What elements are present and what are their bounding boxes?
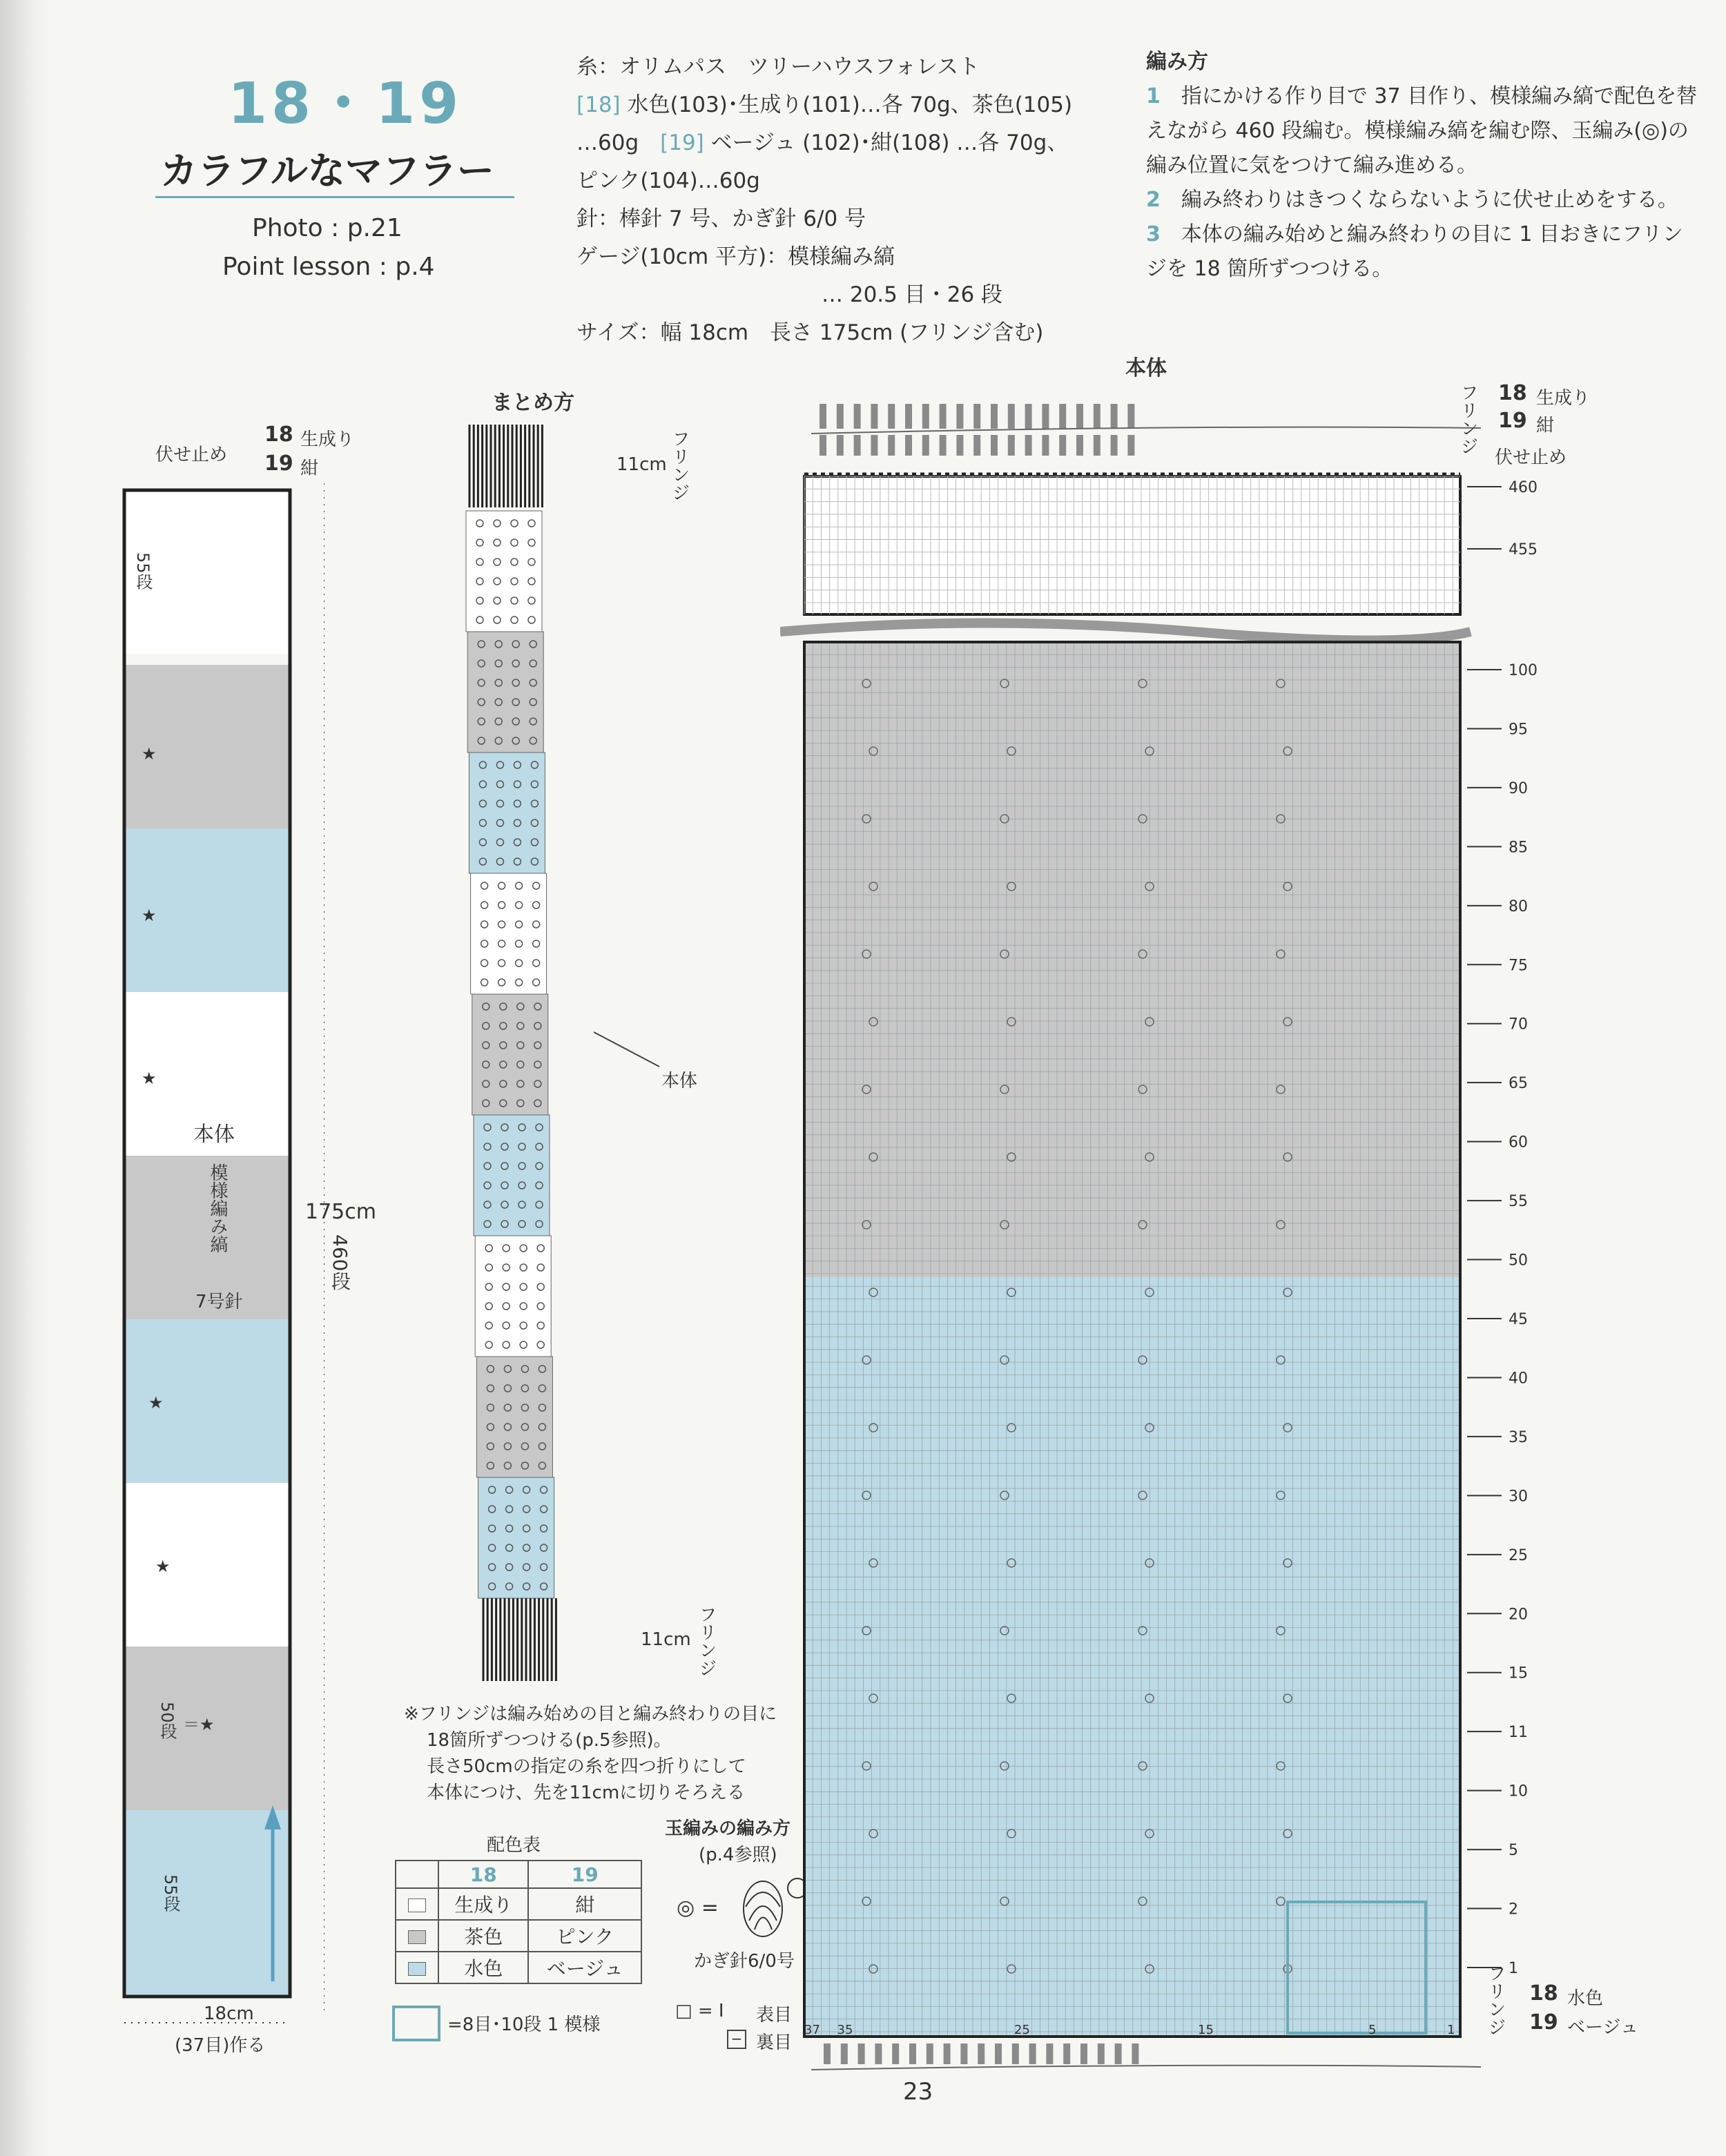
repeat-box-icon: [392, 2006, 440, 2041]
chart-bottom-19: 19: [1529, 2010, 1558, 2034]
assembly-stripe: [472, 994, 548, 1115]
row-number: 10: [1509, 1783, 1528, 1800]
fringe-tassel: [824, 2043, 831, 2064]
fringe-tassel: [1063, 2043, 1070, 2064]
left-body-label: 本体: [193, 1123, 235, 1147]
fringe-tassel: [995, 2043, 1002, 2064]
column-label: 25: [1014, 2023, 1030, 2037]
star-marker: ★: [148, 1393, 164, 1412]
color-19: ピンク: [528, 1920, 641, 1952]
row-number: 95: [1509, 721, 1528, 739]
star-marker: ★: [142, 744, 157, 764]
column-label: 15: [1198, 2023, 1214, 2037]
row-number: 1: [1509, 1960, 1518, 1977]
color-row: [396, 1920, 641, 1952]
bobble-ref: (p.4参照): [699, 1845, 777, 1865]
row-number: 25: [1509, 1546, 1528, 1564]
col-19-header: 19: [528, 1861, 641, 1888]
fringe-tassel: [940, 404, 947, 429]
fringe-tassel: [1042, 404, 1049, 429]
fringe-note-3: 長さ50cmの指定の糸を四つ折りにして: [427, 1756, 746, 1777]
gauge-line2: … 20.5 目・26 段: [822, 282, 1003, 307]
yarn-19-text: ベージュ (102)･紺(108) …各 70g、: [704, 130, 1069, 155]
step-number: 2: [1146, 188, 1161, 212]
bobble-hook: かぎ針6/0号: [694, 1951, 795, 1972]
row-number: 11: [1509, 1724, 1528, 1742]
fringe-tassel: [1042, 435, 1049, 456]
row-number: 2: [1509, 1901, 1518, 1919]
row-number: 45: [1509, 1311, 1528, 1328]
materials-block: [576, 48, 1129, 352]
fringe-tassel: [978, 2043, 985, 2064]
fringe-tassel: [922, 404, 929, 429]
fringe-tassel: [875, 2043, 882, 2064]
instruction-step-3: [1146, 217, 1698, 287]
fringe-tassel: [1059, 435, 1066, 456]
fringe-tassel: [905, 404, 912, 429]
left-cast-on: (37目)作る: [175, 2035, 266, 2056]
fringe-tassel: [1025, 404, 1032, 429]
fringe-tassel: [905, 435, 912, 456]
left-rows-total: 460段: [329, 1234, 351, 1291]
fringe-tassel: [837, 404, 844, 429]
fringe-tassel: [973, 404, 980, 429]
chart-bind-off: 伏せ止め: [1495, 447, 1567, 468]
fringe-tassel: [1076, 435, 1083, 456]
fringe-tassel: [1094, 404, 1100, 429]
pattern-title: カラフルなマフラー: [160, 149, 494, 193]
assembly-fringe-top-label: フリンジ: [669, 429, 690, 501]
row-number: 5: [1509, 1842, 1518, 1860]
fringe-tassel: [888, 435, 895, 456]
gauge-line: ゲージ(10cm 平方)：模様編み縞: [576, 244, 895, 269]
color-19: ベージュ: [528, 1952, 641, 1983]
bobble-title: 玉編みの編み方: [665, 1818, 791, 1839]
chart-top-18-color: 生成り: [1536, 388, 1591, 409]
color-row: [396, 1952, 641, 1983]
fringe-tassel: [940, 435, 947, 456]
column-label: 5: [1368, 2023, 1377, 2037]
fringe-tassel: [871, 404, 877, 429]
left-length: 175cm: [305, 1200, 376, 1224]
color-table-title: 配色表: [487, 1835, 541, 1856]
fringe-tassel: [837, 435, 844, 456]
chart-top-19: 19: [1498, 409, 1527, 433]
left-width: 18cm: [204, 2003, 254, 2024]
instructions-block: [1146, 45, 1698, 287]
column-label: 35: [837, 2023, 853, 2037]
instruction-step-2: [1146, 183, 1698, 217]
row-number: 90: [1509, 779, 1528, 797]
star-marker: ★: [142, 906, 157, 925]
color-19: 紺: [528, 1888, 641, 1920]
fringe-tassel: [854, 435, 861, 456]
fringe-tassel: [956, 435, 963, 456]
fringe-tassel: [858, 2043, 865, 2064]
fringe-tassel: [892, 2043, 899, 2064]
fringe-tassel: [1111, 435, 1118, 456]
row-number: 75: [1509, 957, 1528, 975]
top-fringe: [469, 425, 542, 507]
assembly-body-label: 本体: [661, 1071, 698, 1091]
color-table: [395, 1860, 642, 1984]
yarn-18-text: 水色(103)･生成り(101)…各 70g、茶色(105): [620, 93, 1073, 117]
swatch-gray: [408, 1930, 426, 1944]
assembly-fringe-top-length: 11cm: [617, 454, 667, 475]
bottom-fringe: [483, 1598, 556, 1681]
fringe-tassel: [927, 2043, 933, 2064]
row-number: 455: [1509, 541, 1538, 559]
chart-break: [780, 623, 1471, 641]
fringe-tassel: [854, 404, 861, 429]
yarn-18-19-line: [576, 124, 1129, 162]
step-text: 編み終わりはきつくならないように伏せ止めをする。: [1181, 188, 1678, 212]
yarn-19-label: [19]: [660, 130, 704, 155]
book-gutter-shadow: [0, 0, 48, 2156]
row-number: 20: [1509, 1606, 1528, 1624]
chart-top-fringe: [811, 404, 1481, 456]
fringe-tassel: [888, 404, 895, 429]
row-number: 40: [1509, 1370, 1528, 1388]
swatch-cell: [396, 1888, 438, 1920]
assembly-stripe: [476, 1357, 552, 1477]
repeat-legend: =8目･10段 1 模様: [447, 2014, 601, 2035]
row-number: 65: [1509, 1075, 1528, 1093]
purl-legend: 裏目: [756, 2032, 793, 2053]
left-top-19-color: 紺: [300, 458, 319, 479]
col-18-header: 18: [438, 1861, 528, 1888]
row-number: 80: [1509, 897, 1528, 915]
fringe-tassel: [909, 2043, 916, 2064]
assembly-fringe-bottom-length: 11cm: [641, 1629, 691, 1650]
chart-bottom-fringe-label: フリンジ: [1485, 1964, 1506, 2036]
chart-bottom-18: 18: [1529, 1981, 1558, 2006]
assembly-stripe: [471, 873, 547, 994]
blue-section: [804, 1277, 1460, 2037]
fringe-tassel: [1127, 435, 1134, 456]
color-18: 水色: [438, 1952, 528, 1983]
row-number: 100: [1509, 662, 1538, 679]
assembly-stripe: [475, 1236, 551, 1357]
left-rows-55-bottom: 55段: [161, 1874, 180, 1912]
row-arrows: [1467, 479, 1538, 1977]
color-row: [396, 1888, 641, 1920]
yarn-18-label: [18]: [576, 93, 621, 117]
yarn-18-line: [576, 86, 1129, 124]
chart-bottom-18-color: 水色: [1567, 1988, 1604, 2009]
row-number: 30: [1509, 1488, 1528, 1506]
swatch-header: [396, 1861, 438, 1888]
fringe-tassel: [973, 435, 980, 456]
row-number: 460: [1509, 479, 1538, 496]
assembly-fringe-bottom-label: フリンジ: [696, 1605, 717, 1677]
fringe-tassel: [1132, 2043, 1138, 2064]
yarn-18-text2: …60g: [576, 130, 639, 155]
chart-top-block: [780, 474, 1471, 641]
title-underline: [155, 196, 514, 198]
assembly-stripe: [478, 1477, 554, 1598]
left-top-19: 19: [264, 451, 293, 476]
column-label: 1: [1447, 2023, 1455, 2037]
fringe-tassel: [1008, 435, 1015, 456]
swatch-blue: [408, 1962, 426, 1976]
assembly-stripe: [466, 511, 542, 632]
row-number: 50: [1509, 1252, 1528, 1270]
purl-symbol-icon: −: [727, 2030, 746, 2049]
swatch-cell: [396, 1952, 438, 1983]
chart-bottom-19-color: ベージュ: [1567, 2017, 1638, 2038]
gray-section: [804, 642, 1460, 1277]
instruction-step-1: [1146, 79, 1698, 183]
fringe-tassel: [922, 435, 929, 456]
fringe-tassel: [841, 2043, 848, 2064]
step-text: 指にかける作り目で 37 目作り、模様編み縞で配色を替えながら 460 段編む。模様編み縞を編む際、玉編み(◎)の編み位置に気をつけて編み進める。: [1146, 84, 1698, 177]
chart-title: 本体: [1125, 356, 1167, 380]
fringe-note-1: ※フリンジは編み始めの目と編み終わりの目に: [404, 1704, 777, 1725]
chart-top-18: 18: [1498, 381, 1527, 405]
stripe-white: [124, 1483, 290, 1647]
left-top-18-color: 生成り: [300, 429, 355, 450]
fringe-tassel: [991, 435, 998, 456]
fringe-tassel: [1025, 435, 1032, 456]
knitting-chart: [780, 387, 1650, 2071]
fringe-tassel: [1012, 2043, 1019, 2064]
assembly-stripe: [469, 752, 545, 873]
yarn-19-line2: ピンク(104)…60g: [576, 168, 760, 193]
fringe-tassel: [1127, 404, 1134, 429]
left-eq-star: ＝★: [183, 1715, 215, 1734]
row-number: 85: [1509, 839, 1528, 857]
column-label: 37: [804, 2023, 820, 2037]
knit-symbol: □ = Ⅰ: [675, 2001, 724, 2021]
fringe-tassel: [991, 404, 998, 429]
swatch-cell: [396, 1920, 438, 1952]
fringe-tassel: [1059, 404, 1066, 429]
assembly-stripe: [474, 1115, 550, 1236]
pattern-number: 18・19: [228, 71, 463, 137]
assembly-title: まとめ方: [492, 391, 574, 415]
fringe-tassel: [944, 2043, 951, 2064]
fringe-tassel: [1029, 2043, 1036, 2064]
fringe-note-4: 本体につけ、先を11cmに切りそろえる: [427, 1783, 746, 1803]
body-leader-line: [594, 1029, 670, 1077]
yarn-line: 糸：オリムパス ツリーハウスフォレスト: [576, 55, 980, 79]
step-text: 本体の編み始めと編み終わりの目に 1 目おきにフリンジを 18 箇所ずつつける。: [1146, 222, 1683, 281]
color-18: 生成り: [438, 1888, 528, 1920]
knit-legend: 表目: [756, 2005, 793, 2026]
fringe-tassel: [1098, 2043, 1105, 2064]
color-18: 茶色: [438, 1920, 528, 1952]
row-number: 70: [1509, 1016, 1528, 1033]
left-bind-off-label: 伏せ止め: [155, 445, 228, 465]
chart-main-block: [804, 642, 1460, 2037]
assembly-stripe: [467, 632, 543, 752]
bobble-symbol: ◎ =: [677, 1896, 719, 1920]
fringe-tassel: [960, 2043, 967, 2064]
left-rows-55-top: 55段: [133, 552, 153, 590]
fringe-tassel: [1046, 2043, 1053, 2064]
fringe-tassel: [871, 435, 877, 456]
fringe-note-2: 18箇所ずつつける(p.5参照)。: [427, 1730, 672, 1751]
top-white-block: [804, 476, 1460, 614]
left-top-18: 18: [264, 423, 293, 447]
fringe-tassel: [1111, 404, 1118, 429]
left-pattern-label: 模様編み縞: [207, 1163, 228, 1253]
fringe-tassel: [1080, 2043, 1087, 2064]
left-needle-label: 7号針: [195, 1292, 243, 1312]
fringe-tassel: [956, 404, 963, 429]
star-marker: ★: [155, 1557, 171, 1576]
page-number: 23: [903, 2078, 933, 2106]
fringe-tassel: [1008, 404, 1015, 429]
fringe-tassel: [820, 435, 826, 456]
chart-top-fringe-label: フリンジ: [1457, 383, 1478, 455]
fringe-tassel: [1094, 435, 1100, 456]
needle-line: 針：棒針 7 号、かぎ針 6/0 号: [576, 206, 866, 231]
row-number: 15: [1509, 1664, 1528, 1682]
swatch-white: [408, 1898, 426, 1912]
assembly-body: [466, 511, 554, 1598]
chart-top-19-color: 紺: [1536, 416, 1555, 436]
star-marker: ★: [142, 1069, 157, 1088]
fringe-tassel: [1076, 404, 1083, 429]
row-number: 55: [1509, 1193, 1528, 1211]
photo-reference: Photo : p.21: [252, 214, 403, 242]
stripe-blue: [124, 1810, 290, 1997]
step-number: 1: [1146, 84, 1161, 108]
lesson-reference: Point lesson : p.4: [222, 253, 435, 281]
color-table-header: [396, 1861, 641, 1888]
instructions-title: 編み方: [1146, 50, 1208, 74]
left-rows-50: 50段: [157, 1702, 177, 1740]
assembly-diagram: [456, 421, 656, 2071]
row-number: 60: [1509, 1134, 1528, 1152]
fringe-tassel: [1115, 2043, 1122, 2064]
fringe-break-line: [811, 2066, 1481, 2070]
row-number: 35: [1509, 1428, 1528, 1446]
fringe-tassel: [820, 404, 826, 429]
step-number: 3: [1146, 222, 1161, 246]
size-line: サイズ：幅 18cm 長さ 175cm (フリンジ含む): [576, 320, 1044, 345]
